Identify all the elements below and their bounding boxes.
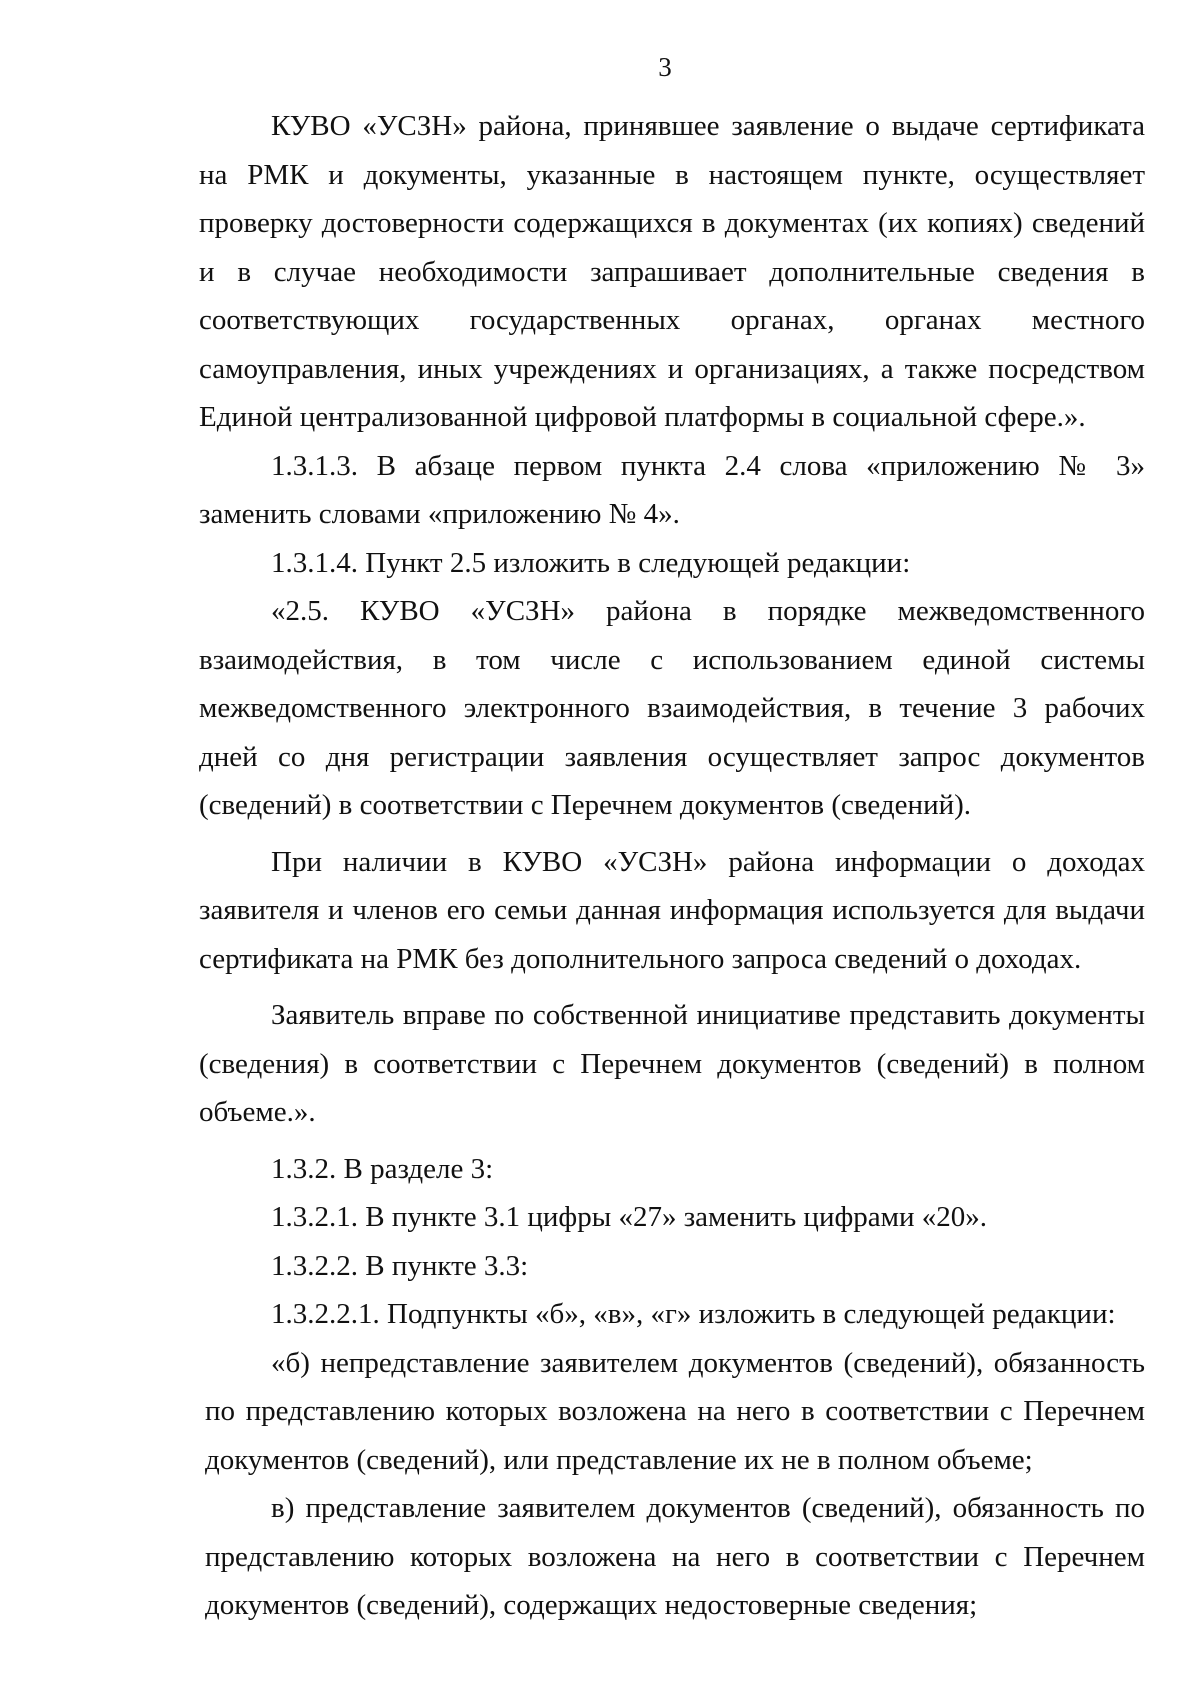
- paragraph-applicant-right: Заявитель вправе по собственной инициативе представить документы (сведения) в соответствии с Перечнем документов (сведений) в полном объеме.».: [199, 999, 1145, 1128]
- paragraph-1-3-2-1: 1.3.2.1. В пункте 3.1 цифры «27» заменить цифрами «20».: [271, 1201, 988, 1233]
- paragraph-1-3-2-2-1: 1.3.2.2.1. Подпункты «б», «в», «г» изложить в следующей редакции:: [271, 1298, 1116, 1330]
- paragraph-kuvo-verification: КУВО «УСЗН» района, принявшее заявление о выдаче сертификата на РМК и документы, указанные в настоящем пункте, осуществляет проверку достоверности содержащихся в документах (их копиях) сведений и в случае необходимости запрашивает дополнительные сведения в соответствующих государственных органах, органах местного самоуправления, иных учреждениях и организациях, а также посредством Единой централизованной цифровой платформы в социальной сфере.».: [199, 110, 1145, 433]
- document-body: [199, 102, 1145, 1630]
- paragraph-1-3-2: 1.3.2. В разделе 3:: [271, 1152, 494, 1185]
- paragraph-subitem-b: «б) непредставление заявителем документов (сведений), обязанность по представлению которых возложена на него в соответствии с Перечнем документов (сведений), или представление их не в полном объеме;: [205, 1346, 1145, 1476]
- paragraph-1-3-1-4: 1.3.1.4. Пункт 2.5 изложить в следующей редакции:: [271, 546, 911, 579]
- paragraph-income-info: При наличии в КУВО «УСЗН» района информации о доходах заявителя и членов его семьи данная информация используется для выдачи сертификата на РМК без дополнительного запроса сведений о доходах.: [199, 845, 1145, 975]
- page-number: 3: [658, 52, 672, 82]
- paragraph-1-3-1-3: 1.3.1.3. В абзаце первом пункта 2.4 слова «приложению № 3» заменить словами «приложению № 4».: [199, 449, 1145, 530]
- paragraph-1-3-2-2: 1.3.2.2. В пункте 3.3:: [271, 1249, 529, 1282]
- paragraph-2-5: «2.5. КУВО «УСЗН» района в порядке межведомственного взаимодействия, в том числе с использованием единой системы межведомственного электронного взаимодействия, в течение 3 рабочих дней со дня регистрации заявления осуществляет запрос документов (сведений) в соответствии с Перечнем документов (сведений).: [199, 595, 1145, 821]
- paragraph-subitem-v: в) представление заявителем документов (сведений), обязанность по представлению которых возложена на него в соответствии с Перечнем документов (сведений), содержащих недостоверные сведения;: [205, 1492, 1145, 1621]
